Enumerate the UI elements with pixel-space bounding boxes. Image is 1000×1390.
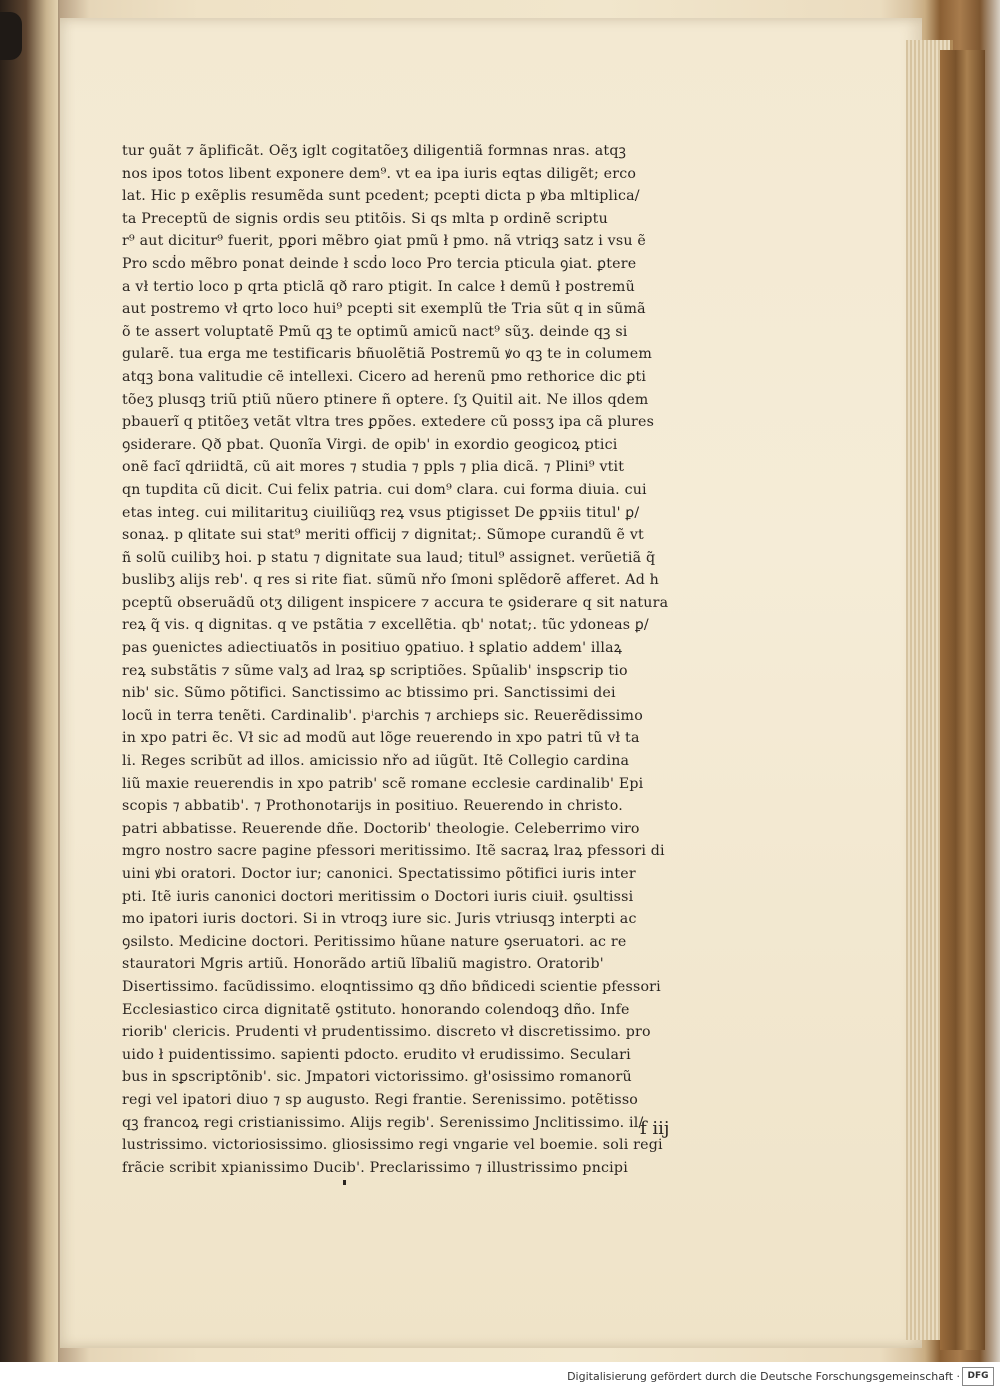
text-line: pbauerĩ q ptitõeʒ vetãt vltra tres ꝑpões. extedere cũ possʒ ipa cã plures [122,414,655,431]
text-line: reꝝ substãtis ⁊ sũme valʒ ad lraꝝ sꝑ scriptiões. Spũalib' insꝑscrip tio [122,662,628,679]
text-line: uini ꝟbi oratori. Doctor iur; canonici. Spectatissimo põtifici iuris inter [122,866,636,882]
text-line: ꝯsilsto. Medicine doctori. Peritissimo hũane nature ꝯseruatori. ac re [122,933,627,950]
text-line: tõeʒ plusqꝫ triũ ptiũ nũero ptinere ñ optere. ſʒ Quitil ait. Ne illos qdem [122,391,649,408]
text-line: lat. Hic p exẽplis resumẽda sunt pcedent; pcepti dicta p ꝟba mltiplica/ [122,188,640,205]
text-line: riorib' clericis. Prudenti vł prudentissimo. discreto vł discretissimo. pro [122,1024,651,1041]
text-line: etas integ. cui militarituꝫ ciuiliũqꝫ reꝝ vsus ptigisset De ꝑpꝛiis titul' ꝑ/ [122,504,640,521]
leather-cover [940,50,985,1350]
text-line: lustrissimo. victoriosissimo. gliosissimo regi vngarie vel boemie. soli regi [122,1137,663,1154]
ink-dot [343,1180,346,1185]
text-line: r⁹ aut dicitur⁹ fuerit, pꝑori mẽbro ꝯiat pmũ ł pmo. nã vtriqꝫ satz i vsu ẽ [122,233,647,250]
text-line: Pro scḋo mẽbro ponat deinde ł scḋo loco Pro tercia pticula ꝯiat. ꝑtere [122,255,637,272]
text-line: mo ipatori iuris doctori. Si in vtroqꝫ iure sic. Juris vtriusqꝫ interpti ac [122,911,637,928]
text-line: sonaꝝ. p qlitate sui stat⁹ meriti officij ⁊ dignitat;. Sũmope curandũ ẽ vt [122,527,644,544]
footer-credit: Digitalisierung gefördert durch die Deutsche Forschungsgemeinschaft · [567,1370,960,1383]
text-line: õ te assert voluptatẽ Pmũ qꝫ te optimũ amicũ nact⁹ sũʒ. deinde qꝫ si [122,323,628,340]
binding-clip [0,12,22,60]
page-text-block [122,140,740,1179]
text-line: pti. Itẽ iuris canonici doctori meritissim o Doctori iuris ciuił. ꝯsultissi [122,888,634,905]
text-line: nib' sic. Sũmo põtifici. Sanctissimo ac btissimo pri. Sanctissimi dei [122,685,616,702]
text-line: bus in sꝑscriptõnib'. sic. Jmpatori victorissimo. gł'osissimo romanorũ [122,1069,632,1086]
text-line: Ecclesiastico circa dignitatẽ ꝯstituto. honorando colendoqꝫ dño. Infe [122,1001,630,1018]
text-line: li. Reges scribũt ad illos. amicissio nřo ad iũgũt. Itẽ Collegio cardina [122,753,630,770]
text-line: frãcie scribit xpianissimo Ducib'. Preclarissimo ⁊ illustrissimo pncipi [122,1159,628,1176]
text-line: mgro nostro sacre pagine pfessori meritissimo. Itẽ sacraꝝ lraꝝ pfessori di [122,843,665,860]
dfg-logo: DFG [962,1367,994,1386]
text-line: in xpo patri ẽc. Vł sic ad modũ aut lõge reuerendo in xpo patri tũ vł ta [122,730,640,747]
signature-mark: f iij [640,1118,670,1139]
text-line: reꝝ q̃ vis. q dignitas. q ve pstãtia ⁊ excellẽtia. qb' notat;. tũc ydoneas ꝑ/ [122,617,649,634]
text-line: ta Preceptũ de signis ordis seu ptitõis. Si qs mlta p ordinẽ scriptu [122,210,608,227]
text-line: uido ł puidentissimo. sapienti pdocto. erudito vł erudissimo. Seculari [122,1046,631,1063]
text-line: Disertissimo. facũdissimo. eloqntissimo qꝫ dño bñdicedi scientie pfessori [122,978,661,995]
text-line: ꝯsiderare. Qð pbat. Quonĩa Virgi. de opib' in exordio geogicoꝝ ptici [122,436,618,453]
text-line: qꝫ francoꝝ regi cristianissimo. Alijs regib'. Serenissimo Jnclitissimo. il/ [122,1114,644,1131]
text-line: onẽ facĩ qdriidtã, cũ ait mores ⁊ studia ⁊ ppls ⁊ plia dicã. ⁊ Plini⁹ vtit [122,459,625,476]
text-line: patri abbatisse. Reuerende dñe. Doctorib' theologie. Celeberrimo viro [122,820,640,837]
text-line: aut postremo vł qrto loco hui⁹ pcepti sit exemplũ tłe Tria sũt q in sũmã [122,301,646,318]
text-line: pceptũ obseruãdũ otʒ diligent inspicere ⁊ accura te ꝯsiderare q sit natura [122,594,669,611]
left-page-edge [0,0,58,1362]
text-line: ñ solũ cuilibʒ hoi. p statu ⁊ dignitate sua laud; titul⁹ assignet. verũetiã q̃ [122,549,656,566]
text-line: a vł tertio loco p qrta pticlã qð raro ptigit. In calce ł demũ ł postremũ [122,278,635,295]
text-line: gularẽ. tua erga me testificaris bñuolẽtiã Postremũ ꝟo qꝫ te in columem [122,346,653,363]
text-line: buslibʒ alijs reb'. q res si rite fiat. sũmũ nřo ſmoni splẽdorẽ afferet. Ad h [122,572,660,589]
text-line: scopis ⁊ abbatib'. ⁊ Prothonotarijs in positiuo. Reuerendo in christo. [122,798,623,815]
text-line: liũ maxie reuerendis in xpo patrib' scẽ romane ecclesie cardinalib' Epi [122,775,644,792]
text-line: atqꝫ bona valitudie cẽ intellexi. Cicero ad herenũ pmo rethorice dic ꝑti [122,368,647,385]
text-line: regi vel ipatori diuo ⁊ sp augusto. Regi frantie. Serenissimo. potẽtisso [122,1091,639,1108]
text-line: tur ꝯuãt ⁊ ãplificãt. Oẽʒ iglt cogitatõeʒ diligentiã formnas nras. atqꝫ [122,143,627,159]
text-line: locũ in terra tenẽti. Cardinalib'. pⁱarchis ⁊ archieps sic. Reuerẽdissimo [122,707,643,724]
footer-bar [0,1362,1000,1390]
text-line: qn tupdita cũ dicit. Cui felix patria. cui dom⁹ clara. cui forma diuia. cui [122,481,647,498]
text-line: stauratori Mgris artiũ. Honorãdo artiũ lĩbaliũ magistro. Oratorib' [122,956,604,973]
text-line: pas ꝯuenictes adiectiuatõs in positiuo ꝯpatiuo. ł sꝑlatio addem' illaꝝ [122,640,623,657]
text-line: nos ipos totos libent exponere dem⁹. vt ea ipa iuris eqtas diligẽt; erco [122,165,637,182]
